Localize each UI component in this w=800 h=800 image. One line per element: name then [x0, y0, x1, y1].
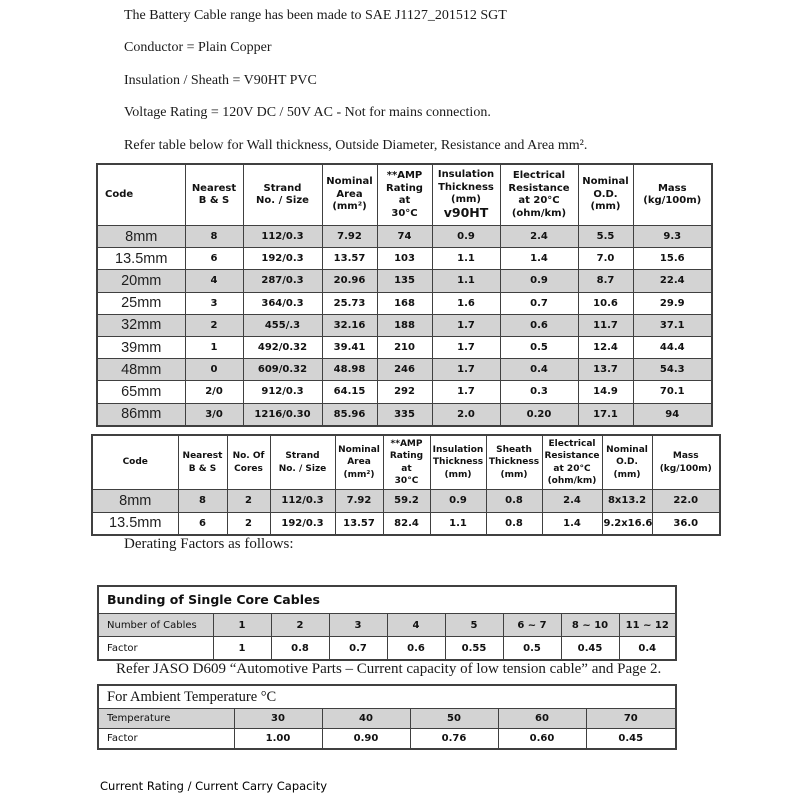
table-cell: 1.1 [430, 512, 486, 535]
table-cell: 22.4 [633, 270, 712, 292]
column-header: Strand No. / Size [243, 164, 322, 226]
table-cell: 20mm [97, 270, 185, 292]
table-cell: 8mm [92, 490, 178, 513]
table-cell: 188 [377, 314, 432, 336]
table-cell: 0.55 [445, 637, 503, 661]
table-cell: 44.4 [633, 336, 712, 358]
table-cell: 455/.3 [243, 314, 322, 336]
table-cell: 1.6 [432, 292, 500, 314]
table-row [97, 292, 712, 314]
table-cell: 94 [633, 403, 712, 426]
column-header: Sheath Thickness (mm) [486, 435, 542, 490]
table-cell: 0.4 [619, 637, 676, 661]
ambient-derating-table [97, 684, 677, 750]
table-cell: 36.0 [652, 512, 720, 535]
single-core-header-row [97, 164, 712, 226]
table-cell: 85.96 [322, 403, 377, 426]
table-cell: 0.5 [500, 336, 578, 358]
table-cell: 12.4 [578, 336, 633, 358]
table-row [97, 381, 712, 403]
table-cell: 8 [185, 226, 243, 248]
table-cell: 59.2 [383, 490, 430, 513]
bunding-table-title: Bunding of Single Core Cables [98, 586, 676, 614]
table-cell: 39.41 [322, 336, 377, 358]
table-cell: 0.8 [486, 490, 542, 513]
table-cell: 60 [498, 709, 586, 729]
table-cell: 1.7 [432, 359, 500, 381]
table-cell: 7.92 [335, 490, 383, 513]
twin-core-spec-table [91, 434, 721, 536]
table-cell: 0.45 [561, 637, 619, 661]
table-cell: Temperature [98, 709, 234, 729]
table-cell: 112/0.3 [270, 490, 335, 513]
table-cell: 0.6 [500, 314, 578, 336]
table-cell: 70.1 [633, 381, 712, 403]
table-cell: 0 [185, 359, 243, 381]
table-cell: 15.6 [633, 248, 712, 270]
table-cell: 0.7 [329, 637, 387, 661]
table-cell: 2.0 [432, 403, 500, 426]
table-row [97, 336, 712, 358]
table-cell: 912/0.3 [243, 381, 322, 403]
table-cell: 192/0.3 [243, 248, 322, 270]
table-cell: 8x13.2 [602, 490, 652, 513]
table-cell: 11.7 [578, 314, 633, 336]
table-cell: 1.4 [500, 248, 578, 270]
table-cell: 1.4 [542, 512, 602, 535]
intro-line-insulation: Insulation / Sheath = V90HT PVC [124, 72, 317, 88]
table-cell: 292 [377, 381, 432, 403]
table-cell: 2.4 [542, 490, 602, 513]
table-cell: 50 [410, 709, 498, 729]
table-cell: 11 ~ 12 [619, 614, 676, 637]
table-row [98, 709, 676, 729]
table-cell: 3/0 [185, 403, 243, 426]
table-cell: 1.1 [432, 248, 500, 270]
column-header: Nominal O.D. (mm) [602, 435, 652, 490]
table-cell: 0.60 [498, 729, 586, 750]
column-header: Nominal O.D. (mm) [578, 164, 633, 226]
column-header: Code [97, 164, 185, 226]
table-cell: 64.15 [322, 381, 377, 403]
table-cell: 8 ~ 10 [561, 614, 619, 637]
table-cell: 1.7 [432, 336, 500, 358]
table-cell: 0.90 [322, 729, 410, 750]
table-cell: 2 [185, 314, 243, 336]
ambient-table-title: For Ambient Temperature °C [98, 685, 676, 709]
column-header: Nearest B & S [185, 164, 243, 226]
table-cell: 246 [377, 359, 432, 381]
table-cell: 135 [377, 270, 432, 292]
table-cell: 0.3 [500, 381, 578, 403]
table-cell: 13.5mm [92, 512, 178, 535]
table-cell: 0.20 [500, 403, 578, 426]
table-cell: 7.0 [578, 248, 633, 270]
table-cell: Factor [98, 637, 213, 661]
table-cell: 6 [185, 248, 243, 270]
footer-note: Current Rating / Current Carry Capacity [100, 779, 328, 793]
table-cell: Factor [98, 729, 234, 750]
table-cell: 210 [377, 336, 432, 358]
table-cell: 0.5 [503, 637, 561, 661]
table-cell: 74 [377, 226, 432, 248]
table-cell: 30 [234, 709, 322, 729]
table-row [92, 512, 720, 535]
table-row [97, 270, 712, 292]
table-cell: 5.5 [578, 226, 633, 248]
table-cell: 287/0.3 [243, 270, 322, 292]
table-cell: 54.3 [633, 359, 712, 381]
table-cell: 0.6 [387, 637, 445, 661]
table-cell: 13.57 [322, 248, 377, 270]
table-cell: 0.4 [500, 359, 578, 381]
table-cell: 86mm [97, 403, 185, 426]
table-cell: 0.76 [410, 729, 498, 750]
table-row [97, 359, 712, 381]
bunding-title-row [98, 586, 676, 614]
table-cell: 6 ~ 7 [503, 614, 561, 637]
table-cell: 5 [445, 614, 503, 637]
table-cell: 2 [227, 490, 270, 513]
table-cell: 40 [322, 709, 410, 729]
table-cell: 65mm [97, 381, 185, 403]
intro-line-standard: The Battery Cable range has been made to SAE J1127_201512 SGT [124, 8, 507, 23]
table-cell: 192/0.3 [270, 512, 335, 535]
intro-line-conductor: Conductor = Plain Copper [124, 40, 272, 56]
table-cell: 9.2x16.6 [602, 512, 652, 535]
derating-heading: Derating Factors as follows: [124, 536, 294, 552]
column-header: Code [92, 435, 178, 490]
table-cell: 9.3 [633, 226, 712, 248]
table-cell: Number of Cables [98, 614, 213, 637]
column-header: Electrical Resistance at 20°C (ohm/km) [500, 164, 578, 226]
table-cell: 0.45 [586, 729, 676, 750]
table-cell: 3 [329, 614, 387, 637]
table-cell: 82.4 [383, 512, 430, 535]
column-header: Electrical Resistance at 20°C (ohm/km) [542, 435, 602, 490]
table-cell: 6 [178, 512, 227, 535]
table-cell: 48mm [97, 359, 185, 381]
column-header: Insulation Thickness (mm) [430, 435, 486, 490]
table-cell: 1 [185, 336, 243, 358]
column-header: **AMP Rating at 30°C [377, 164, 432, 226]
table-cell: 13.57 [335, 512, 383, 535]
column-header: Mass (kg/100m) [652, 435, 720, 490]
table-cell: 1.1 [432, 270, 500, 292]
table-cell: 492/0.32 [243, 336, 322, 358]
table-cell: 1.7 [432, 314, 500, 336]
table-cell: 8.7 [578, 270, 633, 292]
jaso-note: Refer JASO D609 “Automotive Parts – Current capacity of low tension cable” and Page 2. [116, 661, 662, 677]
table-cell: 364/0.3 [243, 292, 322, 314]
table-cell: 70 [586, 709, 676, 729]
table-cell: 39mm [97, 336, 185, 358]
table-cell: 0.7 [500, 292, 578, 314]
table-cell: 0.9 [432, 226, 500, 248]
table-row [98, 614, 676, 637]
table-cell: 1 [213, 637, 271, 661]
table-cell: 2 [227, 512, 270, 535]
table-cell: 103 [377, 248, 432, 270]
table-cell: 4 [185, 270, 243, 292]
table-cell: 2/0 [185, 381, 243, 403]
table-cell: 20.96 [322, 270, 377, 292]
table-cell: 0.8 [271, 637, 329, 661]
column-header: Nominal Area (mm²) [335, 435, 383, 490]
table-cell: 1.00 [234, 729, 322, 750]
table-row [97, 403, 712, 426]
table-row [97, 314, 712, 336]
table-cell: 32mm [97, 314, 185, 336]
intro-paragraphs [124, 0, 724, 162]
table-cell: 3 [185, 292, 243, 314]
table-row [98, 637, 676, 661]
table-row [97, 226, 712, 248]
table-cell: 29.9 [633, 292, 712, 314]
table-cell: 112/0.3 [243, 226, 322, 248]
column-header: **AMP Rating at 30°C [383, 435, 430, 490]
table-cell: 168 [377, 292, 432, 314]
twin-core-header-row [92, 435, 720, 490]
table-cell: 48.98 [322, 359, 377, 381]
column-header: Nearest B & S [178, 435, 227, 490]
table-cell: 4 [387, 614, 445, 637]
column-header: Strand No. / Size [270, 435, 335, 490]
column-header: Mass (kg/100m) [633, 164, 712, 226]
table-cell: 2 [271, 614, 329, 637]
table-cell: 8 [178, 490, 227, 513]
table-cell: 0.9 [430, 490, 486, 513]
table-cell: 0.8 [486, 512, 542, 535]
table-cell: 37.1 [633, 314, 712, 336]
table-cell: 10.6 [578, 292, 633, 314]
table-row [92, 490, 720, 513]
intro-line-refer: Refer table below for Wall thickness, Outside Diameter, Resistance and Area mm². [124, 137, 588, 153]
column-header: Nominal Area (mm²) [322, 164, 377, 226]
single-core-spec-table [96, 163, 713, 427]
column-header: No. Of Cores [227, 435, 270, 490]
table-cell: 335 [377, 403, 432, 426]
ambient-title-row [98, 685, 676, 709]
table-cell: 25.73 [322, 292, 377, 314]
table-cell: 7.92 [322, 226, 377, 248]
table-cell: 1.7 [432, 381, 500, 403]
table-cell: 609/0.32 [243, 359, 322, 381]
table-cell: 2.4 [500, 226, 578, 248]
table-cell: 25mm [97, 292, 185, 314]
table-cell: 22.0 [652, 490, 720, 513]
table-cell: 13.7 [578, 359, 633, 381]
table-cell: 14.9 [578, 381, 633, 403]
table-row [97, 248, 712, 270]
intro-line-voltage: Voltage Rating = 120V DC / 50V AC - Not for mains connection. [124, 105, 491, 121]
table-cell: 32.16 [322, 314, 377, 336]
column-header: Insulation Thickness (mm) v90HT [432, 164, 500, 226]
table-cell: 1 [213, 614, 271, 637]
table-row [98, 729, 676, 750]
table-cell: 1216/0.30 [243, 403, 322, 426]
table-cell: 17.1 [578, 403, 633, 426]
table-cell: 8mm [97, 226, 185, 248]
table-cell: 13.5mm [97, 248, 185, 270]
bunding-derating-table [97, 585, 677, 661]
table-cell: 0.9 [500, 270, 578, 292]
